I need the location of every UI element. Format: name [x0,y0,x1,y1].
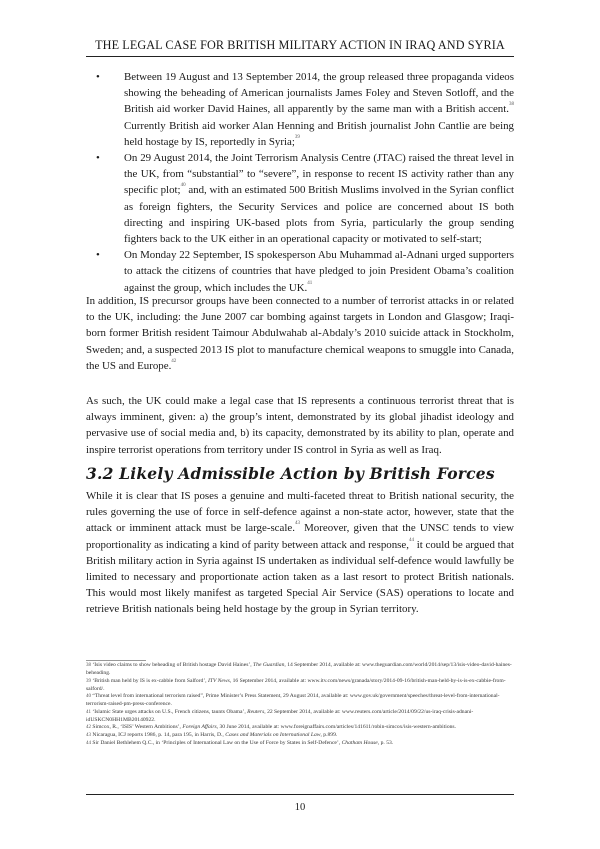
footnote-ref[interactable]: 43 [294,521,300,527]
header-rule [86,56,514,57]
bullet-icon: • [96,71,100,83]
paragraph: As such, the UK could make a legal case that IS represents a continuous terrorist threat that is always imminent, given: a) the group’s intent, demonstrated by its global jihadist ideology and pervasive use of social media and, b) its capacity, demonstrated by its ability to plan, operate and inspire terrorist operations from territory under IS control in Syria as well as Iraq. [86,395,514,456]
section-heading: 3.2 Likely Admissible Action by British Forces [86,464,495,483]
footnote-ref[interactable]: 38 [509,102,514,108]
bullet-item: • On Monday 22 September, IS spokesperson Abu Muhammad al-Adnani urged supporters to attack the citizens of countries that have pledged to join President Obama’s coalition against the group, which includes the UK.$^{41}$ [96,249,514,294]
footnote: $^{41}$ ‘Islamic State urges attacks on U.S., French citizens, taunts Obama’, Reuters, 22 September 2014, available at: www.reuters.com/article/2014/09/22/us-iraq-crisis-adnani-idUSKCN0HH1MB20140922. [86,708,474,723]
footnote-separator [86,660,146,661]
bullet-item: • On 29 August 2014, the Joint Terrorism Analysis Centre (JTAC) raised the threat level in the UK, from “substantial” to “severe”, in response to recent IS activity rather than any specific plot;$^{40}$ and, with an estimated 500 British Muslims involved in the Syrian conflict as foreign fighters, the Security Services and police are concerned about IS both directing and inspiring UK-based plots from Syria, particularly the group sending fighters back to the UK either in an operational capacity or motivated to self-start; [96,152,514,246]
bullet-item: • Between 19 August and 13 September 2014, the group released three propaganda videos showing the beheading of American journalists James Foley and Steven Sotloff, and the British aid worker David Haines, all apparently by the same man with a British accent.$^{38}$ Currently British aid worker Alan Henning and British journalist John Cantlie are being held hostage by IS, reportedly in Syria;$^{39}$ [96,71,514,148]
footnote: $^{38}$ ‘Isis video claims to show beheading of British hostage David Haines’, The Guardian, 14 September 2014, available at: www.theguardian.com/world/2014/sep/13/isis-video-david-haines-beheading. [86,662,512,676]
footnote-ref[interactable]: 42 [171,358,177,364]
footnotes [86,662,516,748]
page-number: 10 [294,802,306,813]
footnote: $^{39}$ ‘British man held by IS is ex-cabbie from Salford’, ITV News, 16 September 2014, available at: www.itv.com/news/granada/story/2014-09-16/british-man-held-by-is-is-ex-cabbie-from-salford/. [86,677,506,692]
footnote-ref[interactable]: 41 [307,280,313,286]
footnote: $^{43}$ Nicaragua, ICJ reports 1986, p. 14, para 195, in Harris, D., Cases and Materials on International Law, p.899. [86,732,338,739]
bullet-list [86,69,514,296]
bullet-icon: • [96,152,100,165]
footer-rule [86,794,514,795]
running-header: THE LEGAL CASE FOR BRITISH MILITARY ACTION IN IRAQ AND SYRIA [95,38,505,52]
footnote-ref[interactable]: 39 [294,134,300,140]
footnote: $^{42}$ Simcox, R., ‘ISIS’ Western Ambitions’, Foreign Affairs, 30 June 2014, available at: www.foreignaffairs.com/articles/141611/robin-simcox/isis-western-ambitions. [86,724,457,731]
footnote: $^{40}$ “Threat level from international terrorism raised”, Prime Minister’s Press Statement, 29 August 2014, available at: www.gov.uk/government/speeches/threat-level-from-international-terrorism-raised-pm-press-conference. [86,693,500,708]
footnote: $^{44}$ Sir Daniel Bethlehem Q.C., in ‘Principles of International Law on the Use of Force by States in Self-Defence’, Chatham House, p. 53. [86,740,394,747]
bullet-icon: • [96,249,100,262]
footnote-ref[interactable]: 44 [408,537,414,543]
paragraph: In addition, IS precursor groups have been connected to a number of terrorist attacks in or related to the UK, including: the June 2007 car bombing against targets in London and Glasgow; Iraqi-born former British resident Taimour Abdulwahab al-Abdaly’s 2010 suicide attack in Stockholm, Sweden; and, a suspected 2013 IS plot to manufacture chemical weapons to smuggle into Canada, the US and Europe.$^{42}$ [86,295,514,372]
paragraph: While it is clear that IS poses a genuine and multi-faceted threat to British national security, the rules governing the use of force in self-defence against a non-state actor, however, state that the attack or imminent attack must be large-scale.$^{43}$ Moreover, given that the UNSC tends to view proportionality as indicating a kind of parity between attack and response,$^{44}$ it could be argued that British military action in Syria against IS undertaken as individual self-defence would lawfully be limited to necessary and proportionate action taken as a last resort to protect British nationals. This would most likely manifest as targeted Special Air Service (SAS) operations to locate and retrieve British nationals being held hostage by the group in Syrian territory. [86,490,514,616]
footnote-ref[interactable]: 40 [180,183,186,189]
